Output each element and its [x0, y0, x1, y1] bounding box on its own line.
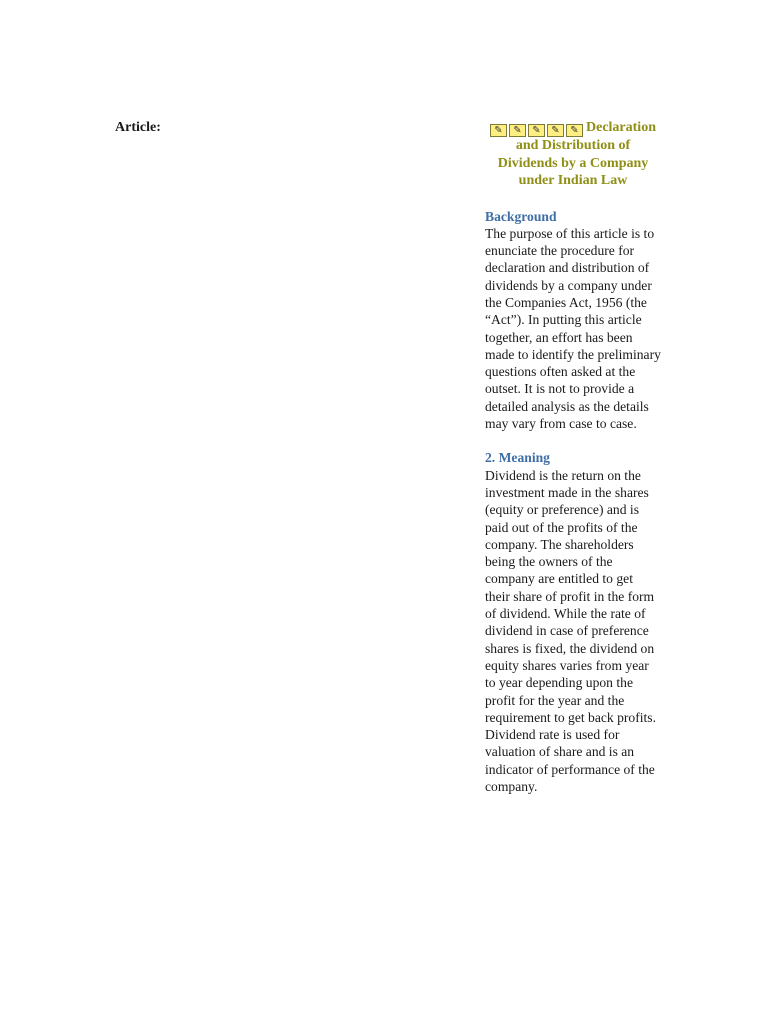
- pen-icon: ✎: [509, 124, 526, 137]
- background-paragraph: The purpose of this article is to enunciate the procedure for declaration and distribution of dividends by a company under the Companies Act, 1956 (the “Act”). In putting this article together, an effort has been made to identify the preliminary questions often asked at the outset. It is not to provide a detailed analysis as the details may vary from case to case.: [485, 225, 661, 432]
- article-title: [485, 119, 661, 190]
- pen-icon: ✎: [528, 124, 545, 137]
- title-icon-strip: [490, 124, 585, 137]
- article-title-text: Declaration and Distribution of Dividends by a Company under Indian Law: [497, 120, 656, 188]
- background-heading: Background: [485, 208, 557, 224]
- meaning-paragraph: Dividend is the return on the investment made in the shares (equity or preference) and is paid out of the profits of the company. The shareholders being the owners of the company are entitled to get their share of profit in the form of dividend. While the rate of dividend in case of preference shares is fixed, the dividend on equity shares varies from year to year depending upon the profit for the year and the requirement to get back profits. Dividend rate is used for valuation of share and is an indicator of performance of the company.: [485, 467, 656, 794]
- meaning-heading: 2. Meaning: [485, 450, 550, 466]
- pen-icon: ✎: [490, 124, 507, 137]
- article-label: Article:: [115, 120, 161, 135]
- pen-icon: ✎: [566, 124, 583, 137]
- pen-icon: ✎: [547, 124, 564, 137]
- article-column: [485, 119, 661, 795]
